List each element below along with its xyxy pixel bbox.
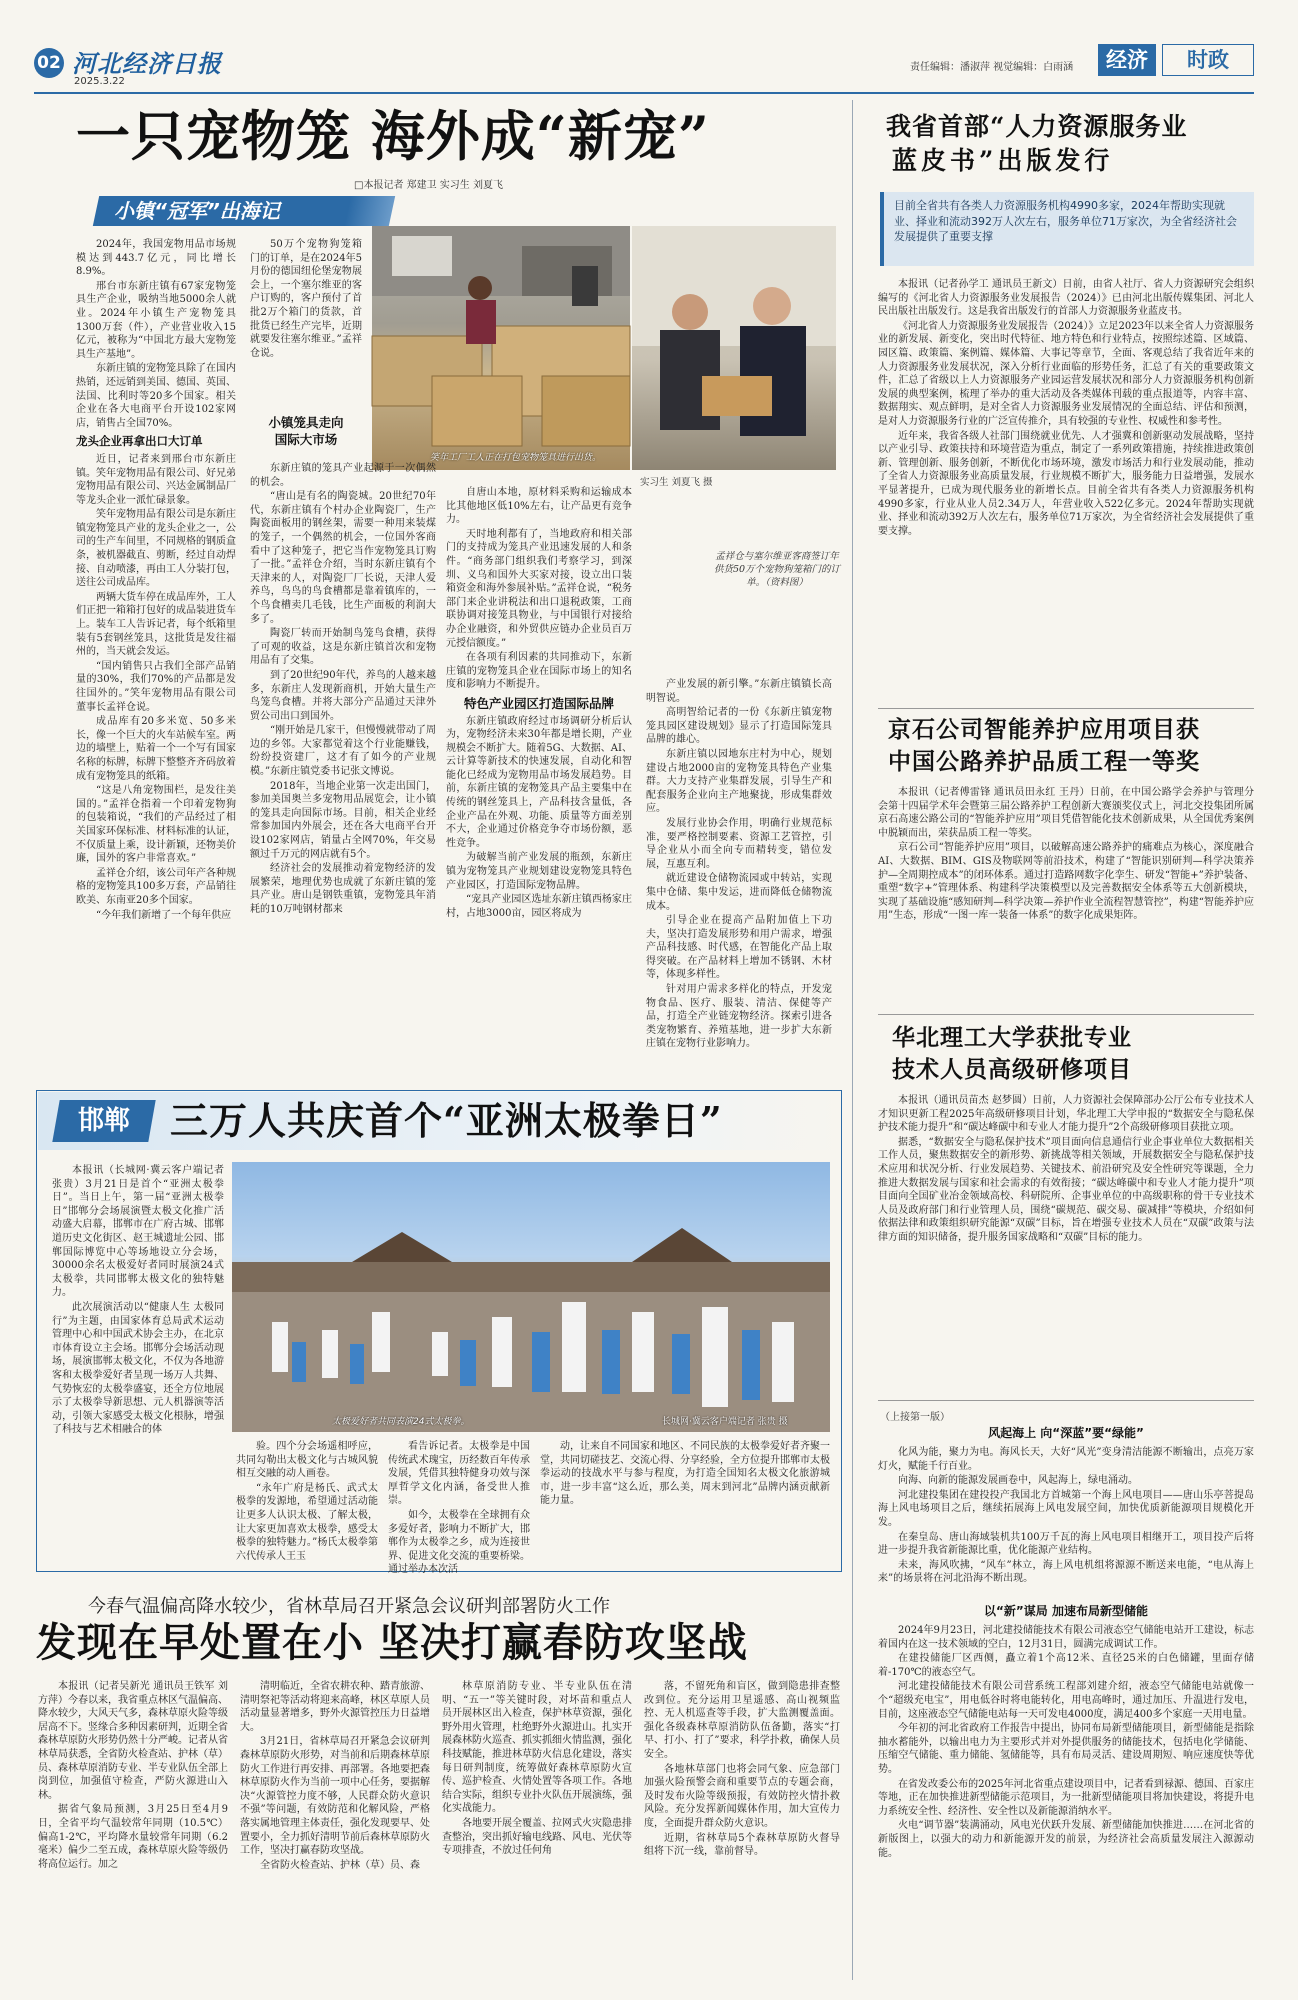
paragraph: 引导企业在提高产品附加值上下功夫，坚决打造发展形势和用户需求，增强产品科技感、时代感，在智能化产品上取得突破。在产品材料上增加不锈钢、木材等，体现多样性。 (646, 915, 832, 981)
lead-photo-credit: 实习生 刘夏飞 摄 (640, 477, 713, 488)
paragraph: 落，不留死角和盲区，做到隐患排查整改到位。充分运用卫星遥感、高山视频监控、无人机巡查等手段，扩大监测覆盖面。强化各级森林草原消防队伍备勤，落实“打早、打小、打了”要求，科学扑救，确保人员安全。 (644, 1681, 840, 1760)
paragraph: “永年广府是杨氏、武式太极拳的发源地，希望通过活动能让更多人认识太极、了解太极，让大家更加喜欢太极拳，感受太极拳的独特魅力。”杨氏太极拳第六代传承人王玉 (236, 1482, 378, 1562)
paragraph: 2024年9月23日，河北建投储能技术有限公司液态空气储能电站开工建设，标志着国内在这一技术领域的空白，12月31日，圆满完成调试工作。 (878, 1625, 1254, 1650)
paragraph: 笑年宠物用品有限公司是东新庄镇宠物笼具产业的龙头企业之一，公司的生产车间里，不同规格的钢质盒条，被机器截直、剪断，经过自动焊接、自动喷漆，再由工人分装打包，送往公司成品库。 (76, 509, 236, 589)
paragraph: 就近建设仓储物流园或中转站，实现集中仓储、集中发运，进而降低仓储物流成本。 (646, 873, 832, 912)
masthead (0, 0, 1298, 87)
masthead-rule (34, 92, 1254, 94)
story3-headline: 华北理工大学获批专业 技术人员高级研修项目 (892, 1024, 1132, 1083)
right-rule-3 (878, 1400, 1254, 1401)
page-number-badge (34, 48, 64, 78)
paragraph: 东新庄镇的笼具产业起源于一次偶然的机会。 (250, 463, 436, 488)
section-tag-politics: 时政 (1162, 44, 1254, 76)
paragraph: 化风为能，聚力为电。海风长天，大好“风光”变身清洁能源不断输出，点亮万家灯火，赋能千行百业。 (878, 1447, 1254, 1472)
page-number: 02 (37, 53, 61, 73)
paragraph: 河北建投储能技术有限公司营系统工程部刘建介绍，液态空气储能电站就像一个“超级充电宝”，用电低谷时将电能转化，用电高峰时，通过加压、升温进行发电，目前，这座液态空气储能电站每一天可发电4000度，满足400多个家庭一天用电量。 (878, 1681, 1254, 1720)
paragraph: “今年我们新增了一个每年供应 (96, 909, 232, 921)
paragraph: 本报讯（长城网·冀云客户端记者张贵）3月21日是首个“亚洲太极拳日”。当日上午，第一届“亚洲太极拳日”邯郸分会场展演暨太极文化推广活动盛大启幕，邯郸市在广府古城、邯郸道历史文化街区、赵王城遗址公园、邯郸国际博览中心等场地设立分会场，30000余名太极爱好者同时展演24式太极拳，共同邯郸太极文化的独特魅力。 (52, 1165, 224, 1299)
paragraph: 在建投储能厂区西侧，矗立着1个高12米、直径25米的白色储罐，里面存储着-170℃的液态空气。 (878, 1653, 1254, 1678)
paragraph: 针对用户需求多样化的特点，开发宠物食品、医疗、服装、清洁、保健等产品，打造全产业链宠物经济。探索引进各类宠物繁育、养殖基地，进一步扩大东新庄镇在宠物行业影响力。 (646, 984, 832, 1050)
section-tag-economy: 经济 (1098, 44, 1156, 76)
story1-body (878, 278, 1254, 702)
lead-byline: □本报记者 郑建卫 实习生 刘夏飞 (354, 180, 503, 191)
paragraph: 火电“调节器”装满涌动，风电光伏跃升发展、新型储能加快推进……在河北省的新版图上，以强大的动力和新能源开发的前景，为经济社会高质量发展注入源源动能。 (878, 1820, 1254, 1859)
story4-subhead-2: 以“新”谋局 加速布局新型储能 (984, 1604, 1148, 1618)
paragraph: 在秦皇岛、唐山海域装机共100万千瓦的海上风电项目相继开工，项目投产后将进一步提升我省新能源比重，优化能源产业结构。 (878, 1531, 1254, 1557)
story4-body-1 (878, 1446, 1254, 1596)
story1-summary: 目前全省共有各类人力资源服务机构4990多家，2024年帮助实现就业、择业和流动392万人次左右，服务单位71万家次，为全省经济社会发展提供了重要支撑 (894, 199, 1237, 243)
fire-column-2 (240, 1680, 430, 1990)
paper-name: 河北经济日报 (72, 49, 222, 78)
paragraph: 高明智给记者的一份《东新庄镇宠物笼具园区建设规划》显示了打造国际笼具品牌的雄心。 (646, 707, 832, 746)
lead-banner-text: 小镇“冠军”出海记 (114, 199, 280, 223)
paragraph: 此次展演活动以“健康人生 太极同行”为主题，由国家体育总局武术运动管理中心和中国武术协会主办，在北京市体育设立主会场。邯郸分会场活动现场，展演邯郸太极文化，不仅为各地游客和太极拳爱好者呈现一场万人共舞、气势恢宏的太极拳盛宴，还全方位地展示了太极拳导新思想、元人机器演等活动，引领大家感受太极文化根脉，增强了科技与艺术相融合的体 (52, 1301, 224, 1436)
lead-photo2-caption: 孟祥仓与塞尔维亚客商签订年供货50万个宠物狗笼箱门的订单。（资料图） (713, 551, 841, 588)
lead-photo-warehouse (372, 226, 630, 470)
paragraph: 近年来，我省各级人社部门围绕就业优先、人才强冀和创新驱动发展战略，坚持以产业引导、政策扶持和环境营造为重点，制定了一系列政策措施，持续推进政策创新、管理创新、服务创新，不断优化市场环境，激发市场活力和行业发展动能，推动了全省人力资源服务业高质量发展，行业规模不断扩大，服务能力日益增强，发展水平显著提升，已成为现代服务业的新增长点。目前全省共有各类人力资源服务机构4990多家，行业从业人员2.34万人，年营业收入522亿多元。2024年帮助实现就业、择业和流动392万人次左右，服务单位71万家次，为全省经济社会发展提供了重要支撑。 (878, 430, 1254, 537)
paragraph: 动，让来自不同国家和地区、不同民族的太极拳爱好者齐聚一堂，共同切磋技艺、交流心得、分享经验，全方位提升邯郸市太极拳运动的技战水平与参与程度，为打造全国知名太极文化旅游城市，进一步丰富“这么近，那么美，周末到河北”品牌内涵贡献新能力量。 (540, 1441, 830, 1507)
paragraph: 近日，记者来到邢台市东新庄镇。笑年宠物用品有限公司、好兄弟宠物用品有限公司、兴达金属制品厂等龙头企业一派忙碌景象。 (76, 453, 236, 506)
paragraph: 本报讯（记者傅雷锋 通讯员田永红 王丹）日前，在中国公路学会养护与管理分会第十四届学术年会暨第三届公路养护工程创新大赛颁奖仪式上，河北交投集团所属京石高速公路公司的“智能养护应用”项目凭借智能化技术创新成果，从全国优秀案例中脱颖而出，荣获品质工程一等奖。 (878, 787, 1254, 839)
story4-body-2 (878, 1624, 1254, 1990)
paragraph: 验。四个分会场遥相呼应，共同勾勒出太极文化与古城风貌相互交融的动人画卷。 (236, 1441, 378, 1480)
paragraph: 看告诉记者。太极拳是中国传统武术瑰宝，历经数百年传承发展，凭借其独特健身功效与深厚哲学文化内涵，备受世人推崇。 (388, 1441, 530, 1507)
story1-summary-box (880, 192, 1254, 266)
paragraph: 发展行业协会作用，明确行业规范标准，要严格控制要素、资源工艺管控，引导企业从小而全向专而精转变，错位发展，互惠互利。 (646, 817, 832, 870)
lead-subhead-2: 小镇笼具走向国际大市场 (268, 415, 344, 447)
fire-column-1 (38, 1680, 228, 1990)
deal-illustration (632, 226, 836, 470)
editors-line: 责任编辑：潘淑萍 视觉编辑：白雨涵 (910, 62, 1074, 73)
handan-column-1 (52, 1164, 224, 1562)
paragraph: 2018年，当地企业第一次走出国门，参加美国奥兰多宠物用品展览会，让小镇的笼具走向国际市场。目前，相关企业经常参加国内外展会，还在各大电商平台开设102家网店，销量占全网70%，年交易额过千万元的网店就有5个。 (250, 780, 436, 860)
paragraph: 未来，海风吹拂，“风车”林立，海上风电机组将源源不断送来电能，“电从海上来”的场景将在河北沿海不断出现。 (878, 1559, 1254, 1585)
paragraph: 自唐山本地，原材料采购和运输成本比其他地区低10%左右，让产品更有竞争力。 (446, 487, 632, 526)
paragraph: 向海、向新的能源发展画卷中，风起海上，绿电涌动。 (898, 1475, 1138, 1487)
paragraph: 《河北省人力资源服务业发展报告（2024）》立足2023年以来全省人力资源服务业的新发展、新变化，突出时代特征、地方特色和行业特点，按照综述篇、区域篇、园区篇、政策篇、案例篇、媒体篇、大事记等章节，全面、客观总结了我省近年来的人力资源服务业发展状况，深入分析行业面临的形势任务，汇总了有关的重要政策文件，汇总了省级以上人力资源服务产业园运营发展状况和部分人力资源服务机构创新发展的典型案例，梳理了举办的重大活动及各类媒体刊载的重点报道等，内容丰富、数据翔实、观点鲜明，是对全省人力资源服务业发展情况的全面总结、评估和预测，是对人力资源服务行业的广泛宣传推介，具有较强的专业性、权威性和参考性。 (878, 320, 1254, 427)
handan-photo-caption: 太极爱好者共同表演24式太极拳。 (332, 1417, 470, 1427)
fire-column-3 (442, 1680, 632, 1990)
paragraph: 东新庄镇的宠物笼具除了在国内热销，还远销到美国、德国、英国、法国、比利时等20多个国家。相关企业在各大电商平台开设102家网店，销售占全国70%。 (76, 363, 236, 429)
paragraph: 东新庄镇政府经过市场调研分析后认为，宠物经济未来30年都是增长期，产业规模会不断扩大。随着5G、大数据、AI、云计算等新技术的快速发展，自动化和智能化已经成为宠物用品市场发展趋势。目前，东新庄镇的宠物笼具产品主要集中在传统的钢丝笼具上，产品科技含量低，各企业产品在外观、功能、质量等方面差别不大，企业通过价格竞争夺市场份额，恶性竞争。 (446, 715, 632, 849)
paragraph: 本报讯（记者吴新光 通讯员王铁军 刘方萍）今春以来，我省重点林区气温偏高、降水较少，大风天气多，森林草原火险等级居高不下。竖缘合多种因素研判，近期全省森林草原防火形势仍然十分严峻。记者从省林草局获悉，全省防火检查站、护林（草）员、森林草原消防专业、半专业队伍全部上岗到位，加强值守检查，严防火源进山入林。 (38, 1681, 228, 1801)
story3-body (878, 1094, 1254, 1394)
paragraph: 两辆大货车停在成品库外，工人们正把一箱箱打包好的成品装进货车上。装车工人告诉记者，每个纸箱里装有5套钢丝笼具，这批货是发往福州的，当天就会发运。 (76, 591, 236, 658)
fire-kicker: 今春气温偏高降水较少，省林草局召开紧急会议研判部署防火工作 (88, 1596, 610, 1617)
paragraph: 各地要开展全覆盖、拉网式火灾隐患排查整治，突出抓好输电线路、风电、光伏等专项排查，不放过任何角 (442, 1817, 632, 1857)
paragraph: 各地林草部门也将会同气象、应急部门加强火险预警会商和重要节点的专题会商，及时发布火险等级预报，有效防控火情扑救风险。充分发挥新闻媒体作用，加大宣传力度，全面提升群众防火意识。 (644, 1763, 840, 1829)
lead-column-3 (446, 486, 632, 1068)
lead-photo-deal (632, 226, 836, 470)
paragraph: 据悉，“数据安全与隐私保护技术”项目面向信息通信行业企事业单位大数据相关工作人员，聚焦数据安全的新形势、新挑战等相关领域，开展数据安全与隐私保护技术应用和状况分析、行业发展趋势、关键技术、前沿研究及安全性研究等课题，全力推进大数据发展与国家和社会需求的有效衔接；“碳达峰碳中和专业人才能力提升”项目面向全国矿业冶金领域高校、科研院所、企事业单位的中高级职称的骨干专业技术人员及政府部门和行业管理人员，围绕“碳规范、碳交易、碳减排”等模块，介绍如何依据法律和政策组织研究能源“双碳”目标，旨在增强专业技术人员在“双碳”政策与法律方面的知识储备，提升服务国家战略和“双碳”目标的能力。 (878, 1136, 1254, 1243)
handan-headline: 三万人共庆首个“亚洲太极拳日” (170, 1098, 723, 1143)
fire-headline: 发现在早处置在小 坚决打赢春防攻坚战 (36, 1619, 748, 1666)
paragraph: 天时地利都有了，当地政府和相关部门的支持成为笼具产业迅速发展的人和条件。“商务部门组织我们考察学习，到深圳、义乌和国外大买家对接，设立出口装箱资金和海外参展补贴。”孟祥仓说，“税务部门来企业讲税法和出口退税政策，工商联协调对接笼具物业，与中国银行对接给办企业融资，和外贸供应链办企业员百万元授信额度。” (446, 528, 632, 649)
right-column-divider (852, 100, 853, 1980)
paragraph: 成品库有20多米宽、50多米长，像一个巨大的火车站候车室。两边的墙壁上，贴着一个一个写有国家名称的标牌，标牌下整整齐齐码放着成有宠物笼具的纸箱。 (76, 716, 236, 782)
paragraph: 林草原消防专业、半专业队伍在清明、“五一”等关键时段，对坏苗和重点人员开展林区出入检查，保护林草资源，强化野外用火管理，杜绝野外火源进山。扎实开展森林防火巡查、抓实抓细火情监测，强化科技赋能，推进林草防火信息化建设，落实每日研判制度，统筹做好森林草原防火宣传、巡护检查、火情处置等各项工作。各地结合实际，组织专业扑火队伍开展演练，强化实战能力。 (442, 1681, 632, 1815)
handan-column-3 (388, 1440, 530, 1576)
paragraph: 2024年，我国宠物用品市场规模达到443.7亿元，同比增长8.9%。 (76, 239, 236, 278)
paragraph: “刚开始是几家干，但慢慢就带动了周边的乡邻。大家都觉着这个行业能赚钱，纷纷投资建厂，这才有了如今的产业规模。”东新庄镇党委书记张文博说。 (250, 725, 436, 778)
warehouse-illustration (372, 226, 630, 470)
lead-column-2-top: 50万个宠物狗笼箱门的订单，是在2024年5月份的德国纽伦堡宠物展会上，一个塞尔维亚的客户订购的，客户预付了首批2万个箱门的货款，首批货已经生产完毕，近期就要发往塞尔维亚。”孟祥仓说。 (250, 239, 362, 359)
lead-headline: 一只宠物笼 海外成“新宠” (76, 104, 710, 168)
fire-column-4 (644, 1680, 840, 1990)
paragraph: 为破解当前产业发展的瓶颈，东新庄镇为宠物笼具产业规划建设宠物笼具特色产业园区，打造国际宠物品牌。 (446, 852, 632, 891)
lead-column-4 (646, 678, 832, 1068)
story2-headline: 京石公司智能养护应用项目获 中国公路养护品质工程一等奖 (888, 716, 1200, 775)
paragraph: 近期，省林草局5个森林草原防火督导组将下沉一线，靠前督导。 (644, 1832, 840, 1858)
handan-photo-credit: 长城网·冀云客户端记者 张贵 摄 (662, 1417, 788, 1427)
paragraph: “唐山是有名的陶瓷城。20世纪70年代，东新庄镇有个村办企业陶瓷厂，生产陶瓷面板用的钢丝架，需要一种用来装煤的笼子，一个偶然的机会，一位国外客商看中了这种笼子，把它当作宠物笼具订购了一批。”孟祥仓介绍，当时东新庄镇有个天津来的人，对陶瓷厂厂长说，天津人爱养鸟，鸟鸟的鸟食槽都是靠着镇库的，一个鸟食槽卖几毛钱，比生产面板的利润大多了。 (250, 491, 436, 625)
paragraph: 全省防火检查站、护林（草）员、森 (260, 1859, 420, 1871)
paragraph: 河北建投集团在建投投产我国北方首城第一个海上风电项目——唐山乐亭菩提岛海上风电场项目之后，继续拓展海上风电发展空间，加快优质新能源项目规模化开发。 (878, 1489, 1254, 1528)
paragraph: “宠具产业园区选址东新庄镇西杨家庄村，占地3000亩，园区将成为 (446, 894, 632, 919)
paragraph: 经济社会的发展推动着宠物经济的发展繁荣，地理优势也成就了东新庄镇的笼具产业。唐山是钢铁重镇，宠物笼具年消耗的10万吨钢材都来 (250, 863, 436, 915)
taiji-crowd-illustration (232, 1162, 830, 1432)
paragraph: 京石公司“智能养护应用”项目，以破解高速公路养护的痛难点为核心，深度融合AI、大数据、BIM、GIS及物联网等前沿技术，构建了“智能识别研判—科学决策养护—全周期控成本”的闭环体系。通过打造路网数字化孪生、研发“智能+”养护装备、重塑“数字+”管理体系、构建科学决策模型以及完善数据安全体系等五大创新模块，实现了基础设施“感知研判—科学决策—养护作业全流程智慧管控”，构建“智能养护应用”生态，形成“一图一库一装备一体系”的数字化成果矩阵。 (878, 842, 1254, 922)
handan-column-4 (540, 1440, 830, 1562)
lead-photo1-caption: 笑年工厂工人正在打包宠物笼具进行出货。 (430, 453, 602, 463)
paragraph: 今年初的河北省政府工作报告中提出，协同布局新型储能项目，新型储能是指除抽水蓄能外，以输出电力为主要形式并对外提供服务的储能技术，包括电化学储能、压缩空气储能、重力储能、氢储能等，具有布局灵活、建设周期短、响应速度快等优势。 (878, 1723, 1254, 1775)
issue-date: 2025.3.22 (74, 76, 125, 87)
paragraph: 据省气象局预测，3月25日至4月9日，全省平均气温较常年同期（10.5℃）偏高1-2℃，平均降水量较常年同期（6.2毫米）偏少二至五成，森林草原火险等级仍将高位运行。加之 (38, 1804, 228, 1870)
paragraph: “这是八角宠物围栏，是发往美国的。”孟祥仓指着一个印着宠物狗的包装箱说，“我们的产品经过了相关国家环保标准、材料标准的认证，不仅质量上乘，设计新颖，还物美价廉，国外的客户非常喜欢。” (76, 785, 236, 865)
story2-body (878, 786, 1254, 1008)
paragraph: 在省发改委公布的2025年河北省重点建设项目中，记者看到禄源、德国、百家庄等地，正在加快推进新型储能示范项目，为一批新型储能项目将加快建设，将提升电力系统安全性、经济性、安全性以及新能源消纳水平。 (878, 1778, 1254, 1817)
handan-column-2 (236, 1440, 378, 1562)
lead-banner (93, 196, 395, 226)
lead-column-2 (250, 462, 436, 1068)
paragraph: 东新庄镇以园地东庄村为中心，规划建设占地2000亩的宠物笼具特色产业集群。大力支持产业集群发展，引导生产和配套服务企业向主产地聚拢，形成集群效应。 (646, 748, 832, 815)
right-rule-1 (878, 708, 1254, 709)
handan-photo (232, 1162, 830, 1432)
story4-continued: （上接第一版） (880, 1412, 950, 1423)
paragraph: 陶瓷厂转而开始制鸟笼鸟食槽，获得了可观的收益，这是东新庄镇首次和宠物用品有了交集。 (250, 628, 436, 667)
lead-column-1 (76, 238, 236, 1068)
paragraph: 在各项有利因素的共同推动下，东新庄镇的宠物笼具企业在国际市场上的知名度和影响力不断提升。 (446, 652, 632, 691)
paragraph: 如今，太极拳在全球拥有众多爱好者，影响力不断扩大，邯郸作为太极拳之乡，成为连接世界、促进文化交流的重要桥梁。通过举办本次活 (388, 1509, 530, 1576)
paragraph: 产业发展的新引擎。”东新庄镇镇长高明智说。 (646, 679, 832, 704)
story1-headline: 我省首部“人力资源服务业 蓝皮书”出版发行 (886, 112, 1188, 175)
right-rule-2 (878, 1014, 1254, 1015)
paragraph: 清明临近，全省农耕农种、踏青旅游、清明祭祀等活动将迎来高峰，林区草原人员活动量显著增多，野外火源管控压力日益增大。 (240, 1681, 430, 1733)
story4-subhead-1: 风起海上 向“深蓝”要“绿能” (988, 1426, 1144, 1440)
paragraph: 邢台市东新庄镇有67家宠物笼具生产企业，吸纳当地5000余人就业。2024年小镇生产宠物笼具1300万套（件），产业营业收入15亿元，被称为“中国北方最大宠物笼具生产基地”。 (76, 280, 236, 360)
lead-subhead-3: 特色产业园区打造国际品牌 (463, 695, 614, 711)
paragraph: 到了20世纪90年代，养鸟的人越来越多，东新庄人发现新商机，开始大量生产鸟笼鸟食槽。并将大部分产品通过天津外贸公司出口到国外。 (250, 669, 436, 722)
paragraph: 孟祥仓介绍，该公司年产各种规格的宠物笼具100多万套，产品销往欧美、东南亚20多个国家。 (76, 867, 236, 906)
paragraph: “国内销售只占我们全部产品销量的30%，我们70%的产品都是发往国外的。”笑年宠物用品有限公司董事长孟祥仓说。 (76, 660, 236, 713)
handan-place-tag: 邯郸 (52, 1100, 155, 1142)
lead-subhead-1: 龙头企业再拿出口大订单 (76, 434, 203, 449)
paragraph: 3月21日，省林草局召开紧急会议研判森林草原防火形势，对当前和后期森林草原防火工作进行再安排、再部署。各地要把森林草原防火作为当前一项中心任务，要据解决“火源管控力度不够，人民群众防火意识不强”等问题，有效防范和化解风险，严格落实属地管理主体责任，强化发现要早、处置要小，全力抓好清明节前后森林草原防火工作，坚决打赢春防攻坚战。 (240, 1736, 430, 1857)
paragraph: 本报讯（通讯员苗杰 赵梦圆）日前，人力资源社会保障部办公厅公布专业技术人才知识更新工程2025年高级研修项目计划，华北理工大学申报的“数据安全与隐私保护技术能力提升”和“碳达峰碳中和专业人才能力提升”2个高级研修项目获批立项。 (878, 1095, 1254, 1134)
paragraph: 本报讯（记者孙学工 通讯员王新文）日前，由省人社厅、省人力资源研究会组织编写的《河北省人力资源服务业发展报告（2024）》已由河北出版传媒集团、河北人民出版社出版发行。这是我省出版发行的首部人力资源服务业蓝皮书。 (878, 279, 1254, 318)
